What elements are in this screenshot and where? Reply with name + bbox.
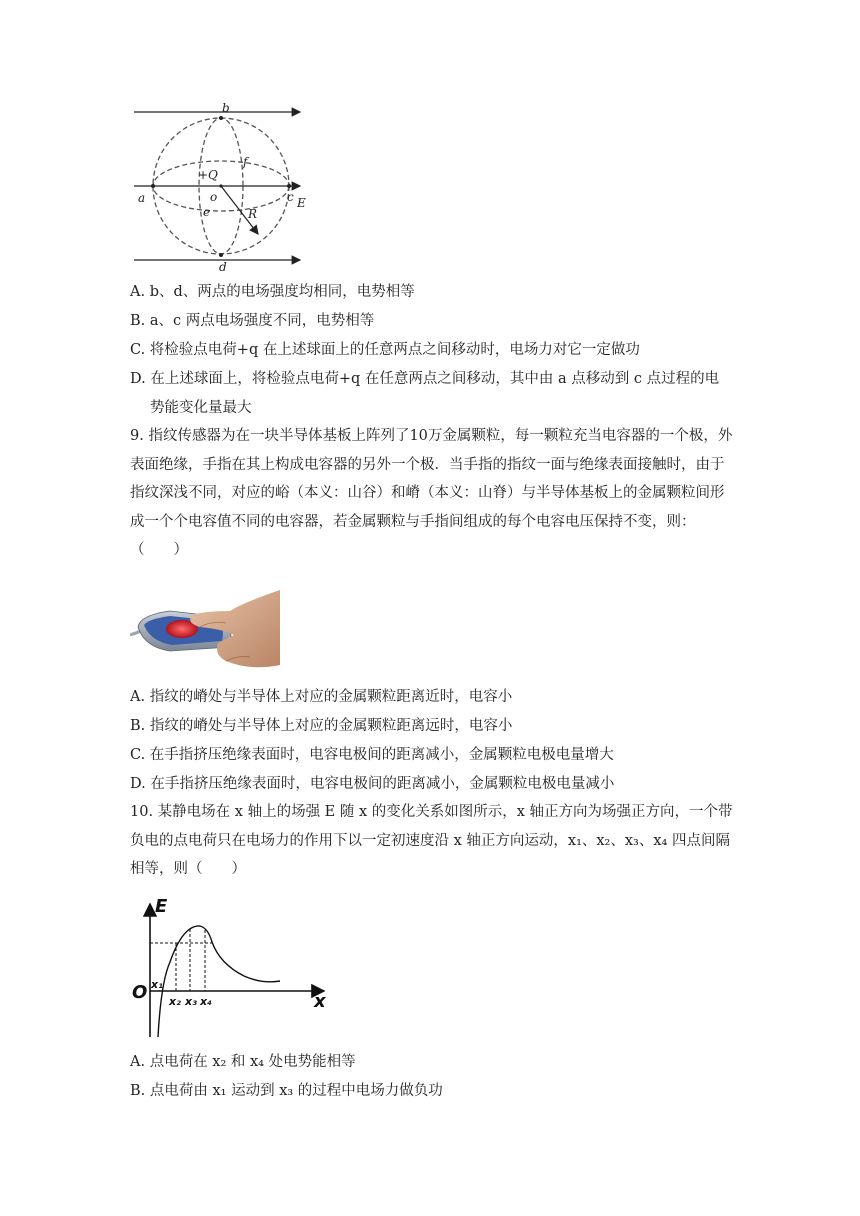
q8-option-c: C. 将检验点电荷+q 在上述球面上的任意两点之间移动时，电场力对它一定做功: [130, 342, 640, 358]
svg-text:e: e: [203, 205, 211, 219]
sphere-field-figure: [130, 100, 315, 272]
svg-text:E: E: [155, 896, 168, 917]
e-x-graph: [128, 892, 333, 1044]
svg-text:x₄: x₄: [200, 995, 212, 1008]
svg-text:c: c: [287, 190, 294, 204]
q8-option-b: B. a、c 两点电场强度不同，电势相等: [130, 313, 375, 329]
svg-text:x₂: x₂: [169, 995, 181, 1008]
svg-text:O: O: [132, 982, 148, 1003]
svg-text:a: a: [138, 191, 146, 205]
q10-option-b: B. 点电荷由 x₁ 运动到 x₃ 的过程中电场力做负功: [130, 1083, 443, 1099]
q9-option-b: B. 指纹的嵴处与半导体上对应的金属颗粒距离远时，电容小: [130, 718, 513, 734]
q8-option-d-continued: 势能变化量最大: [150, 400, 252, 416]
svg-text:x₁: x₁: [151, 978, 163, 991]
q9-option-d: D. 在手指挤压绝缘表面时，电容电极间的距离减小，金属颗粒电极电量减小: [130, 776, 615, 792]
svg-text:f: f: [243, 155, 248, 169]
svg-text:d: d: [219, 260, 227, 272]
q9-stem: 9. 指纹传感器为在一块半导体基板上阵列了10万金属颗粒，每一颗粒充当电容器的一个极，外表面绝缘，手指在其上构成电容器的另外一个极．当手指的指纹一面与绝缘表面接触时，由于指纹深浅不同，对应的峪（本义：山谷）和嵴（本义：山脊）与半导体基板上的金属颗粒间形成一个个电容值不同的电容器，若金属颗粒与手指间组成的每个电容电压保持不变，则： （ ）: [130, 428, 733, 559]
svg-text:R: R: [248, 207, 258, 221]
svg-text:o: o: [210, 190, 218, 204]
svg-text:x₃: x₃: [185, 995, 197, 1008]
svg-text:E: E: [297, 196, 306, 210]
svg-text:x: x: [314, 991, 326, 1012]
svg-text:b: b: [222, 101, 230, 115]
q10-option-a: A. 点电荷在 x₂ 和 x₄ 处电势能相等: [130, 1054, 356, 1070]
q8-option-a: A. b、d、两点的电场强度均相同，电势相等: [130, 284, 415, 300]
fingerprint-sensor-image: [130, 585, 280, 673]
svg-text:+Q: +Q: [198, 168, 218, 182]
q9-option-c: C. 在手指挤压绝缘表面时，电容电极间的距离减小，金属颗粒电极电量增大: [130, 747, 614, 763]
q8-option-d: D. 在上述球面上，将检验点电荷+q 在任意两点之间移动，其中由 a 点移动到 c 点过程的电: [130, 371, 720, 387]
q10-stem: 10. 某静电场在 x 轴上的场强 E 随 x 的变化关系如图所示，x 轴正方向为场强正方向，一个带负电的点电荷只在电场力的作用下以一定初速度沿 x 轴正方向运动，x₁、x₂、x₃、x₄ 四点间隔相等，则（ ）: [130, 804, 733, 878]
q9-option-a: A. 指纹的嵴处与半导体上对应的金属颗粒距离近时，电容小: [130, 689, 513, 705]
